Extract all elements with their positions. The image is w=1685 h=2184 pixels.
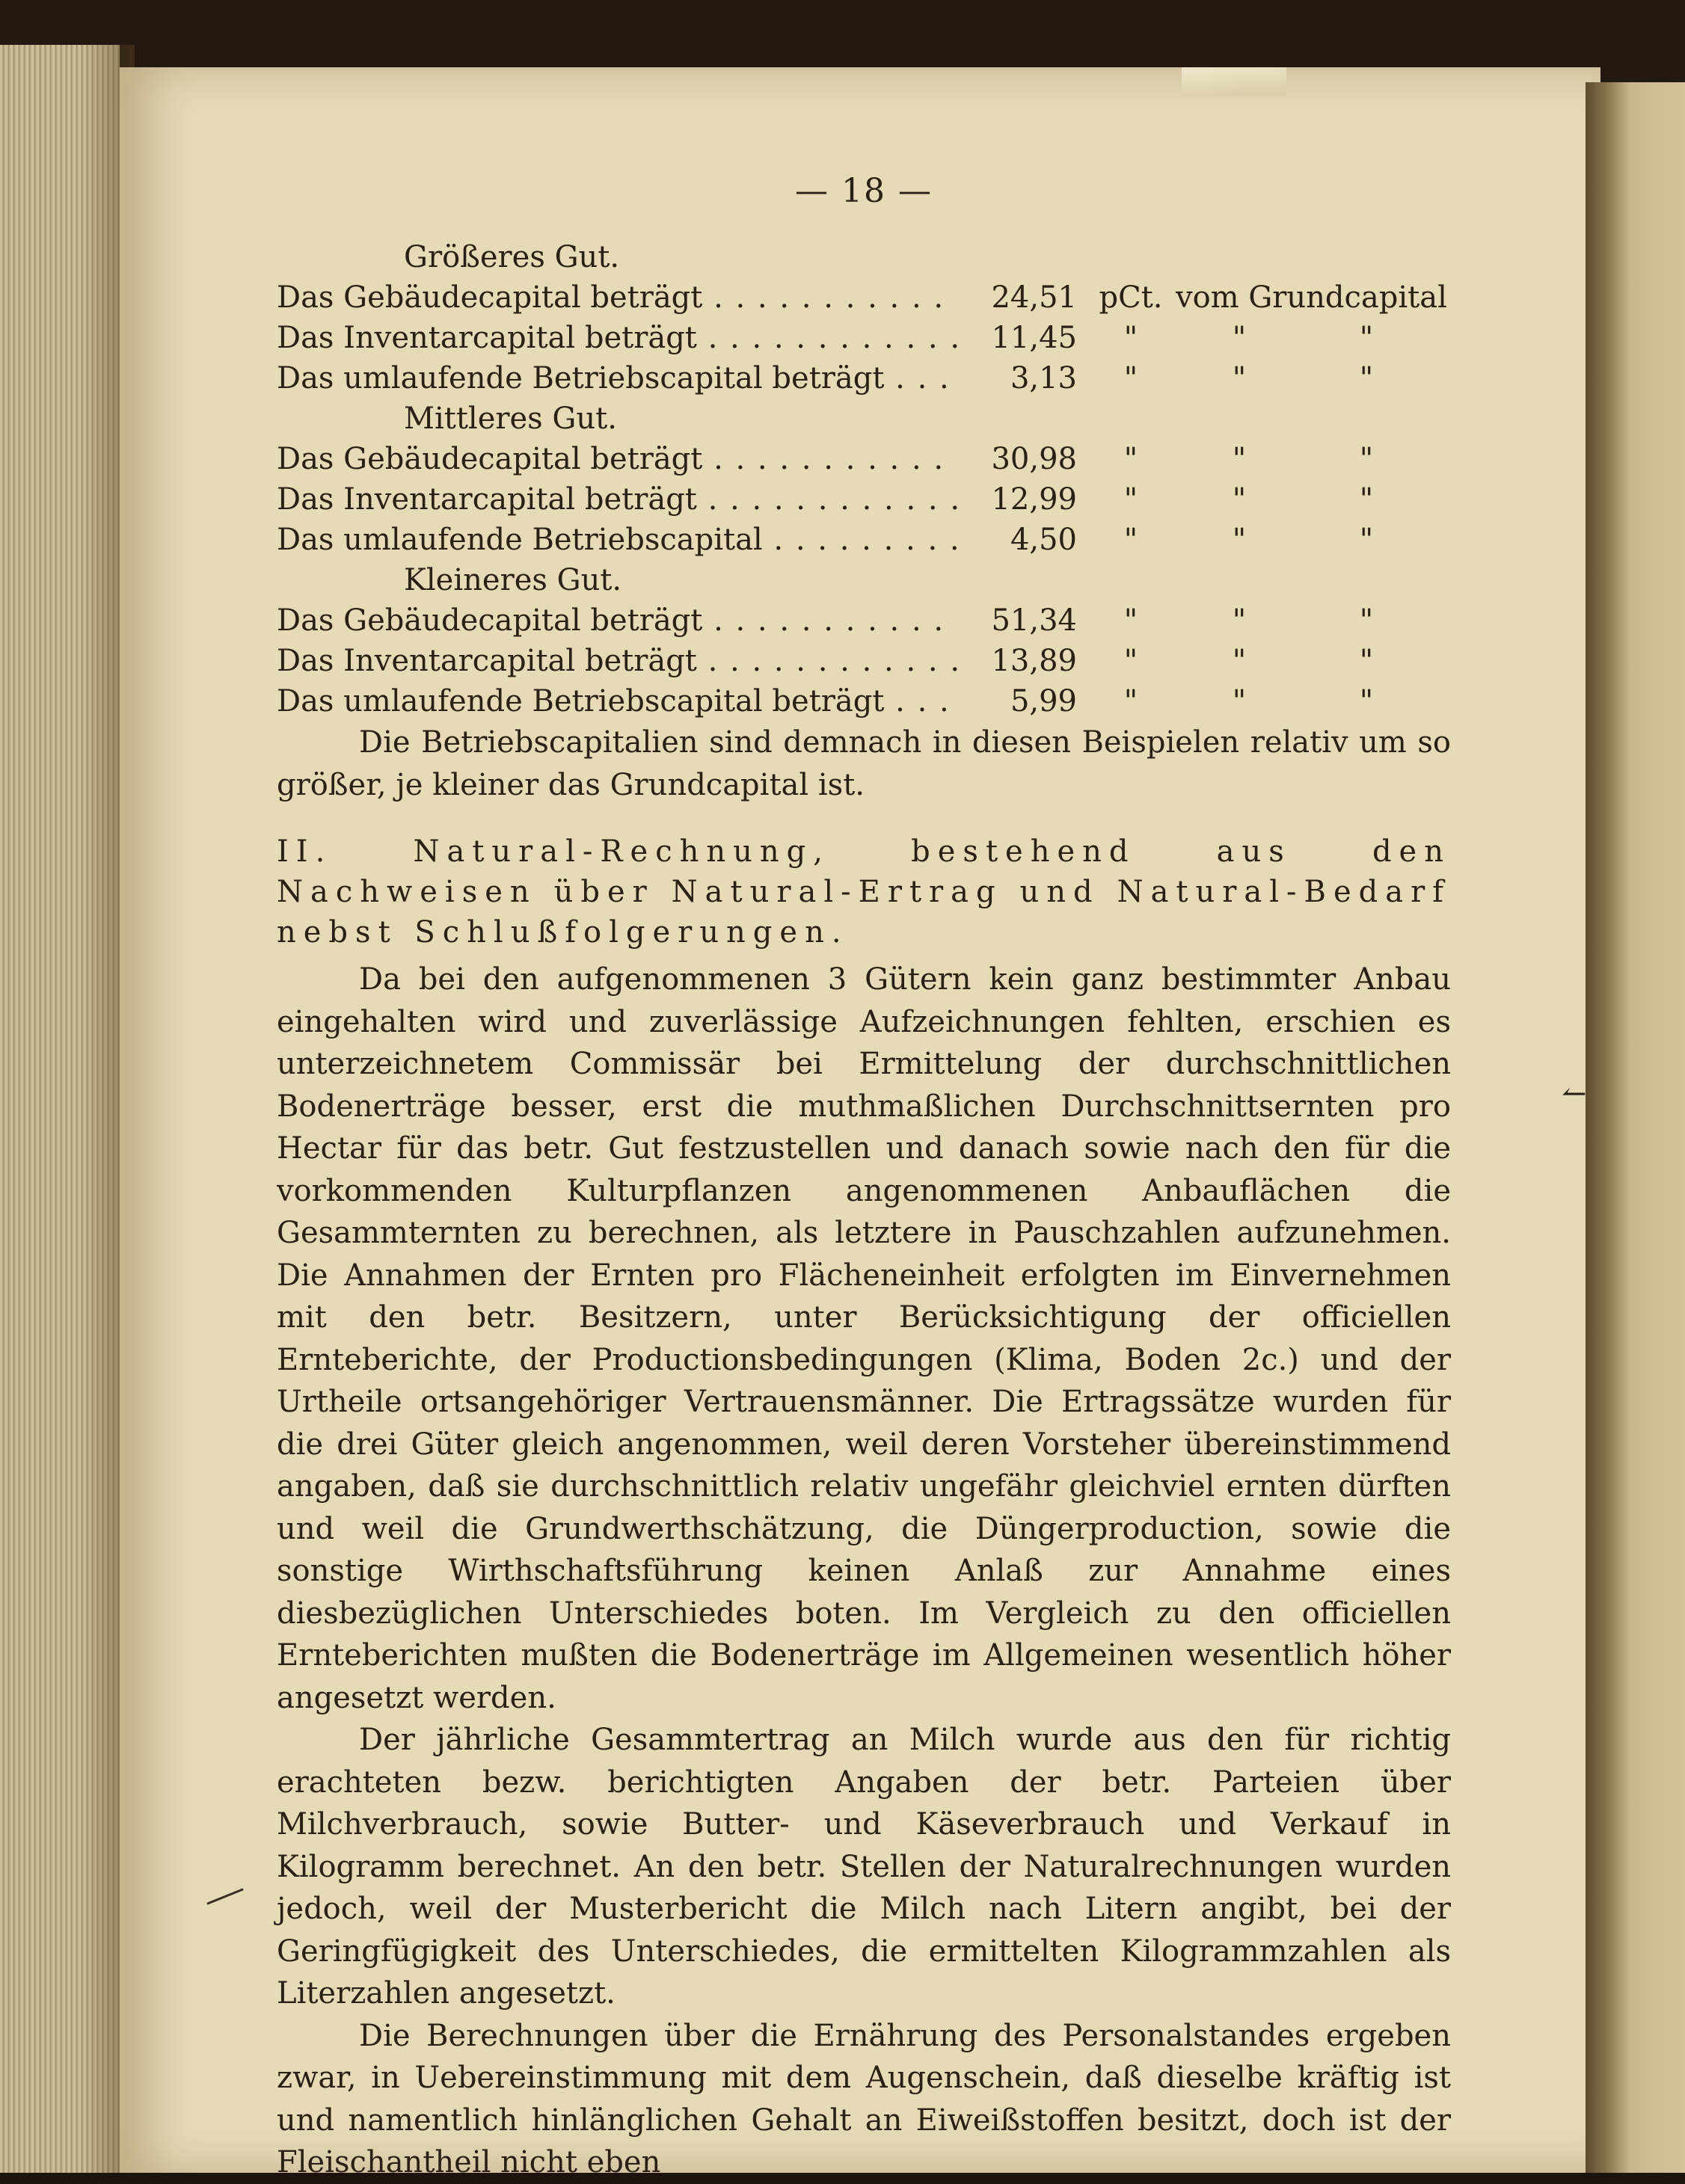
facing-page-edge: [1586, 82, 1685, 2173]
row-label: Das Gebäudecapital beträgt . . .: [277, 439, 957, 479]
ditto-mark: ": [1359, 603, 1374, 638]
row-value: 12,99: [991, 482, 1077, 517]
table-row: [277, 681, 1451, 722]
ditto-mark: ": [1123, 603, 1138, 638]
table-row: [277, 600, 1451, 641]
table-row: [277, 520, 1451, 560]
body-paragraph: Die Berechnungen über die Ernährung des Personalstandes ergeben zwar, in Uebereinstimmung mit dem Augenschein, daß dieselbe kräftig ist und namentlich hinlänglichen Gehalt an Eiweißstoffen besitzt, doch ist der Fleischantheil nicht eben: [277, 2018, 1451, 2180]
section-heading-groesseres: Größeres Gut.: [404, 240, 620, 274]
row-label: Das Gebäudecapital beträgt . . .: [277, 277, 957, 318]
ditto-mark: ": [1123, 361, 1138, 396]
ditto-mark: ": [1359, 482, 1374, 517]
ditto-mark: ": [1359, 321, 1374, 355]
row-label: Das umlaufende Betriebscapital . . .: [277, 520, 957, 560]
ditto-mark: ": [1359, 361, 1374, 396]
row-value: 5,99: [1010, 684, 1077, 719]
row-label: Das umlaufende Betriebscapital beträgt . . .: [277, 681, 957, 722]
row-label: Das Inventarcapital beträgt . . .: [277, 479, 957, 520]
row-value: 30,98: [991, 442, 1077, 476]
ditto-mark: ": [1359, 442, 1374, 476]
row-reference: vom Grundcapital: [1176, 280, 1447, 315]
row-value: 51,34: [991, 603, 1077, 638]
table-row: [277, 358, 1451, 399]
ditto-mark: ": [1359, 684, 1374, 719]
ditto-mark: ": [1232, 482, 1247, 517]
row-unit: pCt.: [1099, 280, 1163, 315]
section-heading-mittleres: Mittleres Gut.: [404, 402, 617, 436]
folded-corner: [1182, 67, 1286, 96]
row-value: 24,51: [991, 280, 1077, 315]
ditto-mark: ": [1123, 684, 1138, 719]
body-paragraph: Da bei den aufgenommenen 3 Gütern kein ganz bestimmter Anbau eingehalten wird und zuverlässige Aufzeichnungen fehlten, erschien es unterzeichnetem Commissär bei Ermittelung der durchschnittlichen Bodenerträge besser, erst die muthmaßlichen Durchschnittsernten pro Hectar für das betr. Gut festzustellen und danach sowie nach den für die vorkommenden Kulturpflanzen angenommenen Anbauflächen die Gesammternten zu berechnen, als letztere in Pauschzahlen aufzunehmen. Die Annahmen der Ernten pro Flächeneinheit erfolgten im Einvernehmen mit den betr. Besitzern, unter Berücksichtigung der officiellen Ernteberichte, der Productionsbedingungen (Klima, Boden 2c.) und der Urtheile ortsangehöriger Vertrauensmänner. Die Ertragssätze wurden für die drei Güter gleich angenommen, weil deren Vorsteher übereinstimmend angaben, daß sie durchschnittlich relativ ungefähr gleichviel ernten dürften und weil die Grundwerthschätzung, die Düngerproduction, sowie die sonstige Wirthschaftsführung keinen Anlaß zur Annahme eines diesbezüglichen Unterschiedes boten. Im Vergleich zu den officiellen Ernteberichten mußten die Bodenerträge im Allgemeinen wesentlich höher angesetzt werden.: [277, 962, 1451, 1715]
ditto-mark: ": [1123, 321, 1138, 355]
ditto-mark: ": [1359, 644, 1374, 678]
row-value: 3,13: [1010, 361, 1077, 396]
row-label: Das Inventarcapital beträgt . . .: [277, 318, 957, 358]
row-label: Das Gebäudecapital beträgt . . .: [277, 600, 957, 641]
page-text: [277, 172, 1451, 2184]
ditto-mark: ": [1359, 523, 1374, 557]
table-row: [277, 641, 1451, 681]
ditto-mark: ": [1123, 523, 1138, 557]
ditto-mark: ": [1123, 482, 1138, 517]
ditto-mark: ": [1232, 644, 1247, 678]
table-row: [277, 479, 1451, 520]
margin-arrow-mark: ↼: [1562, 1077, 1587, 1111]
row-value: 4,50: [1010, 523, 1077, 557]
ditto-mark: ": [1232, 523, 1247, 557]
ditto-mark: ": [1232, 361, 1247, 396]
table-row: [277, 439, 1451, 479]
ditto-mark: ": [1232, 684, 1247, 719]
table-row: [277, 277, 1451, 318]
ditto-mark: ": [1232, 603, 1247, 638]
table-row: [277, 318, 1451, 358]
page-number: — 18 —: [795, 172, 933, 210]
ditto-mark: ": [1123, 442, 1138, 476]
row-label: Das Inventarcapital beträgt . . .: [277, 641, 957, 681]
ditto-mark: ": [1123, 644, 1138, 678]
body-paragraph: Der jährliche Gesammtertrag an Milch wurde aus den für richtig erachteten bezw. berichtigten Angaben der betr. Parteien über Milchverbrauch, sowie Butter- und Käseverbrauch und Verkauf in Kilogramm berechnet. An den betr. Stellen der Naturalrechnungen wurden jedoch, weil der Musterbericht die Milch nach Litern angibt, bei der Geringfügigkeit des Unterschiedes, die ermittelten Kilogrammzahlen als Literzahlen angesetzt.: [277, 1723, 1451, 2011]
row-value: 11,45: [991, 321, 1077, 355]
row-label: Das umlaufende Betriebscapital beträgt . . .: [277, 358, 957, 399]
section-heading-kleineres: Kleineres Gut.: [404, 563, 622, 597]
row-value: 13,89: [991, 644, 1077, 678]
summary-paragraph: Die Betriebscapitalien sind demnach in diesen Beispielen relativ um so größer, je kleiner das Grundcapital ist.: [277, 725, 1451, 802]
ditto-mark: ": [1232, 442, 1247, 476]
ditto-mark: ": [1232, 321, 1247, 355]
section-heading-natural-rechnung: II. Natural-Rechnung, bestehend aus den Nachweisen über Natural-Ertrag und Natural-Bedarf nebst Schlußfolgerungen.: [277, 834, 1451, 950]
